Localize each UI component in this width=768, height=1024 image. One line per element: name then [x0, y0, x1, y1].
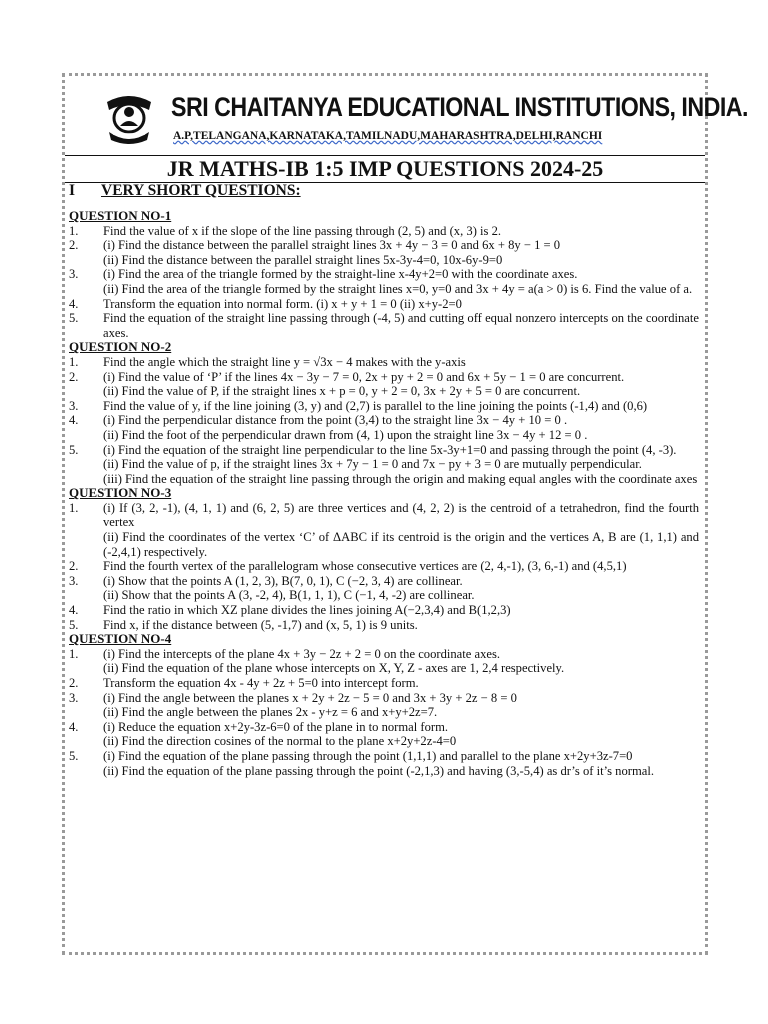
- sub-item-text: (ii) Find the direction cosines of the normal to the plane x+2y+2z-4=0: [103, 734, 457, 749]
- item-text: (i) Reduce the equation x+2y-3z-6=0 of the plane in to normal form.: [103, 719, 449, 734]
- item-number: 2.: [69, 676, 79, 690]
- item-number: 3.: [69, 267, 79, 282]
- item-text: (i) Show that the points A (1, 2, 3), B(7, 0, 1), C (−2, 3, 4) are collinear.: [103, 573, 463, 588]
- item-text: Find the angle which the straight line y = √3x − 4 makes with the y-axis: [103, 354, 466, 369]
- item-text: Find the value of y, if the line joining (3, y) and (2,7) is parallel to the line joining the points (-1,4) and (0,6): [103, 398, 648, 413]
- item-text: (i) Find the perpendicular distance from the point (3,4) to the straight line 3x − 4y + 10 = 0 .: [103, 413, 568, 428]
- list-item: [69, 355, 699, 370]
- item-text: (i) Find the distance between the parallel straight lines 3x + 4y − 3 = 0 and 6x + 8y − 1 = 0: [103, 238, 561, 253]
- question-heading: QUESTION NO-4: [69, 631, 172, 647]
- question-heading: QUESTION NO-1: [69, 208, 172, 223]
- institution-states-text: A.P,TELANGANA,KARNATAKA,TAMILNADU,MAHARASHTRA,DELHI,RANCHI: [173, 130, 603, 142]
- list-item: [69, 443, 699, 458]
- list-item: [69, 676, 699, 691]
- list-item: [69, 297, 699, 312]
- item-number: 2.: [69, 238, 79, 253]
- sub-item-text: (ii) Find the angle between the planes 2x - y+z = 6 and x+y+2z=7.: [103, 705, 438, 720]
- sub-item-text: (iii) Find the equation of the straight line passing through the origin and making equal angles with the coordinate axes: [103, 471, 698, 486]
- document-page: [62, 73, 748, 955]
- document-title: JR MATHS-IB 1:5 IMP QUESTIONS 2024-25: [166, 156, 604, 181]
- item-number: 5.: [69, 748, 79, 763]
- item-text: (i) Find the intercepts of the plane 4x + 3y − 2z + 2 = 0 on the coordinate axes.: [103, 646, 501, 661]
- sub-item-text: (ii) Find the value of P, if the straight lines x + p = 0, y + 2 = 0, 3x + 2y + 5 = 0 are concurrent.: [103, 384, 581, 399]
- section-heading: [69, 182, 301, 200]
- list-item: [69, 691, 699, 706]
- item-text: Find the ratio in which XZ plane divides the lines joining A(−2,3,4) and B(1,2,3): [103, 603, 511, 618]
- item-text: Find the value of x if the slope of the line passing through (2, 5) and (x, 3) is 2.: [103, 223, 502, 238]
- item-number: 3.: [69, 573, 79, 588]
- item-text: Find x, if the distance between (5, -1,7) and (x, 5, 1) is 9 units.: [103, 617, 418, 632]
- sub-item-text: (ii) Find the foot of the perpendicular drawn from (4, 1) upon the straight line 3x − 4y + 12 = 0 .: [103, 427, 588, 442]
- list-item: [69, 413, 699, 428]
- list-item: [69, 647, 699, 662]
- institution-logo-icon: [103, 88, 155, 146]
- item-number: 2.: [69, 369, 79, 384]
- item-number: 4.: [69, 603, 79, 618]
- item-text: (i) If (3, 2, -1), (4, 1, 1) and (6, 2, 5) are three vertices and (4, 2, 2) is the centroid of a tetrahedron, find the fourth vertex: [103, 500, 699, 530]
- institution-states: [173, 130, 653, 142]
- item-number: 2.: [69, 559, 79, 574]
- item-number: 5.: [69, 442, 79, 457]
- item-number: 1.: [69, 354, 79, 369]
- list-item: [69, 267, 699, 282]
- sub-item-text: (ii) Find the area of the triangle formed by the straight lines x=0, y=0 and 3x + 4y = a(a > 0) is 6. Find the value of a.: [103, 281, 693, 296]
- questions-content: [69, 209, 699, 778]
- sub-item-text: (ii) Find the value of p, if the straight lines 3x + 7y − 1 = 0 and 7x − py + 3 = 0 are mutually perpendicular.: [103, 457, 642, 472]
- item-text: (i) Find the angle between the planes x + 2y + 2z − 5 = 0 and 3x + 3y + 2z − 8 = 0: [103, 690, 517, 705]
- list-item: [69, 603, 699, 618]
- item-text: Find the fourth vertex of the parallelogram whose consecutive vertices are (2, 4,-1), (3, 6,-1) and (4,5,1): [103, 559, 627, 574]
- list-item: [69, 720, 699, 735]
- item-text: (i) Find the area of the triangle formed by the straight-line x-4y+2=0 with the coordinate axes.: [103, 267, 578, 282]
- item-number: 4.: [69, 719, 79, 734]
- item-text: (i) Find the value of ‘P’ if the lines 4x − 3y − 7 = 0, 2x + py + 2 = 0 and 6x + 5y − 1 = 0 are concurrent.: [103, 369, 625, 384]
- list-item: [69, 399, 699, 414]
- list-item: [69, 501, 699, 530]
- sub-item-text: (ii) Find the distance between the parallel straight lines 5x-3y-4=0, 10x-6y-9=0: [103, 252, 503, 267]
- list-item: [69, 618, 699, 633]
- item-number: 1.: [69, 646, 79, 661]
- item-number: 3.: [69, 690, 79, 705]
- item-number: 5.: [69, 311, 79, 326]
- sub-item-text: (ii) Show that the points A (3, -2, 4), B(1, 1, 1), C (−1, 4, -2) are collinear.: [103, 588, 475, 603]
- list-item: [69, 370, 699, 385]
- item-text: Find the equation of the straight line passing through (-4, 5) and cutting off equal nonzero intercepts on the coordinate axes.: [103, 311, 699, 340]
- item-text: Transform the equation 4x - 4y + 2z + 5=0 into intercept form.: [103, 676, 419, 690]
- sub-item-text: (ii) Find the equation of the plane whose intercepts on X, Y, Z - axes are 1, 2,4 respectively.: [103, 661, 565, 676]
- list-item: [69, 238, 699, 253]
- list-item: [69, 749, 699, 764]
- question-heading: QUESTION NO-3: [69, 485, 172, 501]
- list-item: [69, 311, 699, 340]
- item-number: 1.: [69, 223, 79, 238]
- section-roman: I: [69, 182, 76, 199]
- item-text: (i) Find the equation of the straight line perpendicular to the line 5x-3y+1=0 and passing through the point (4, -3).: [103, 442, 677, 457]
- institution-header: [95, 86, 748, 152]
- item-number: 1.: [69, 500, 79, 515]
- list-item: [69, 224, 699, 239]
- list-item: [69, 559, 699, 574]
- section-title: VERY SHORT QUESTIONS:: [101, 182, 301, 199]
- question-heading: QUESTION NO-2: [69, 339, 172, 355]
- list-item: [69, 574, 699, 589]
- item-text: (i) Find the equation of the plane passing through the point (1,1,1) and parallel to the plane x+2y+3z-7=0: [103, 748, 633, 763]
- sub-item-text: (ii) Find the equation of the plane passing through the point (-2,1,3) and having (3,-5,4) as dr’s of it’s normal.: [103, 763, 654, 778]
- item-number: 5.: [69, 617, 79, 632]
- item-number: 3.: [69, 398, 79, 413]
- sub-item-text: (ii) Find the coordinates of the vertex ‘C’ of ΔABC if its centroid is the origin and the vertices A, B are (1, 1,1) and (-2,4,1) respectively.: [103, 530, 699, 559]
- item-number: 4.: [69, 296, 79, 311]
- institution-name: SRI CHAITANYA EDUCATIONAL INSTITUTIONS, INDIA.: [171, 92, 748, 122]
- item-number: 4.: [69, 413, 79, 428]
- item-text: Transform the equation into normal form. (i) x + y + 1 = 0 (ii) x+y-2=0: [103, 296, 462, 311]
